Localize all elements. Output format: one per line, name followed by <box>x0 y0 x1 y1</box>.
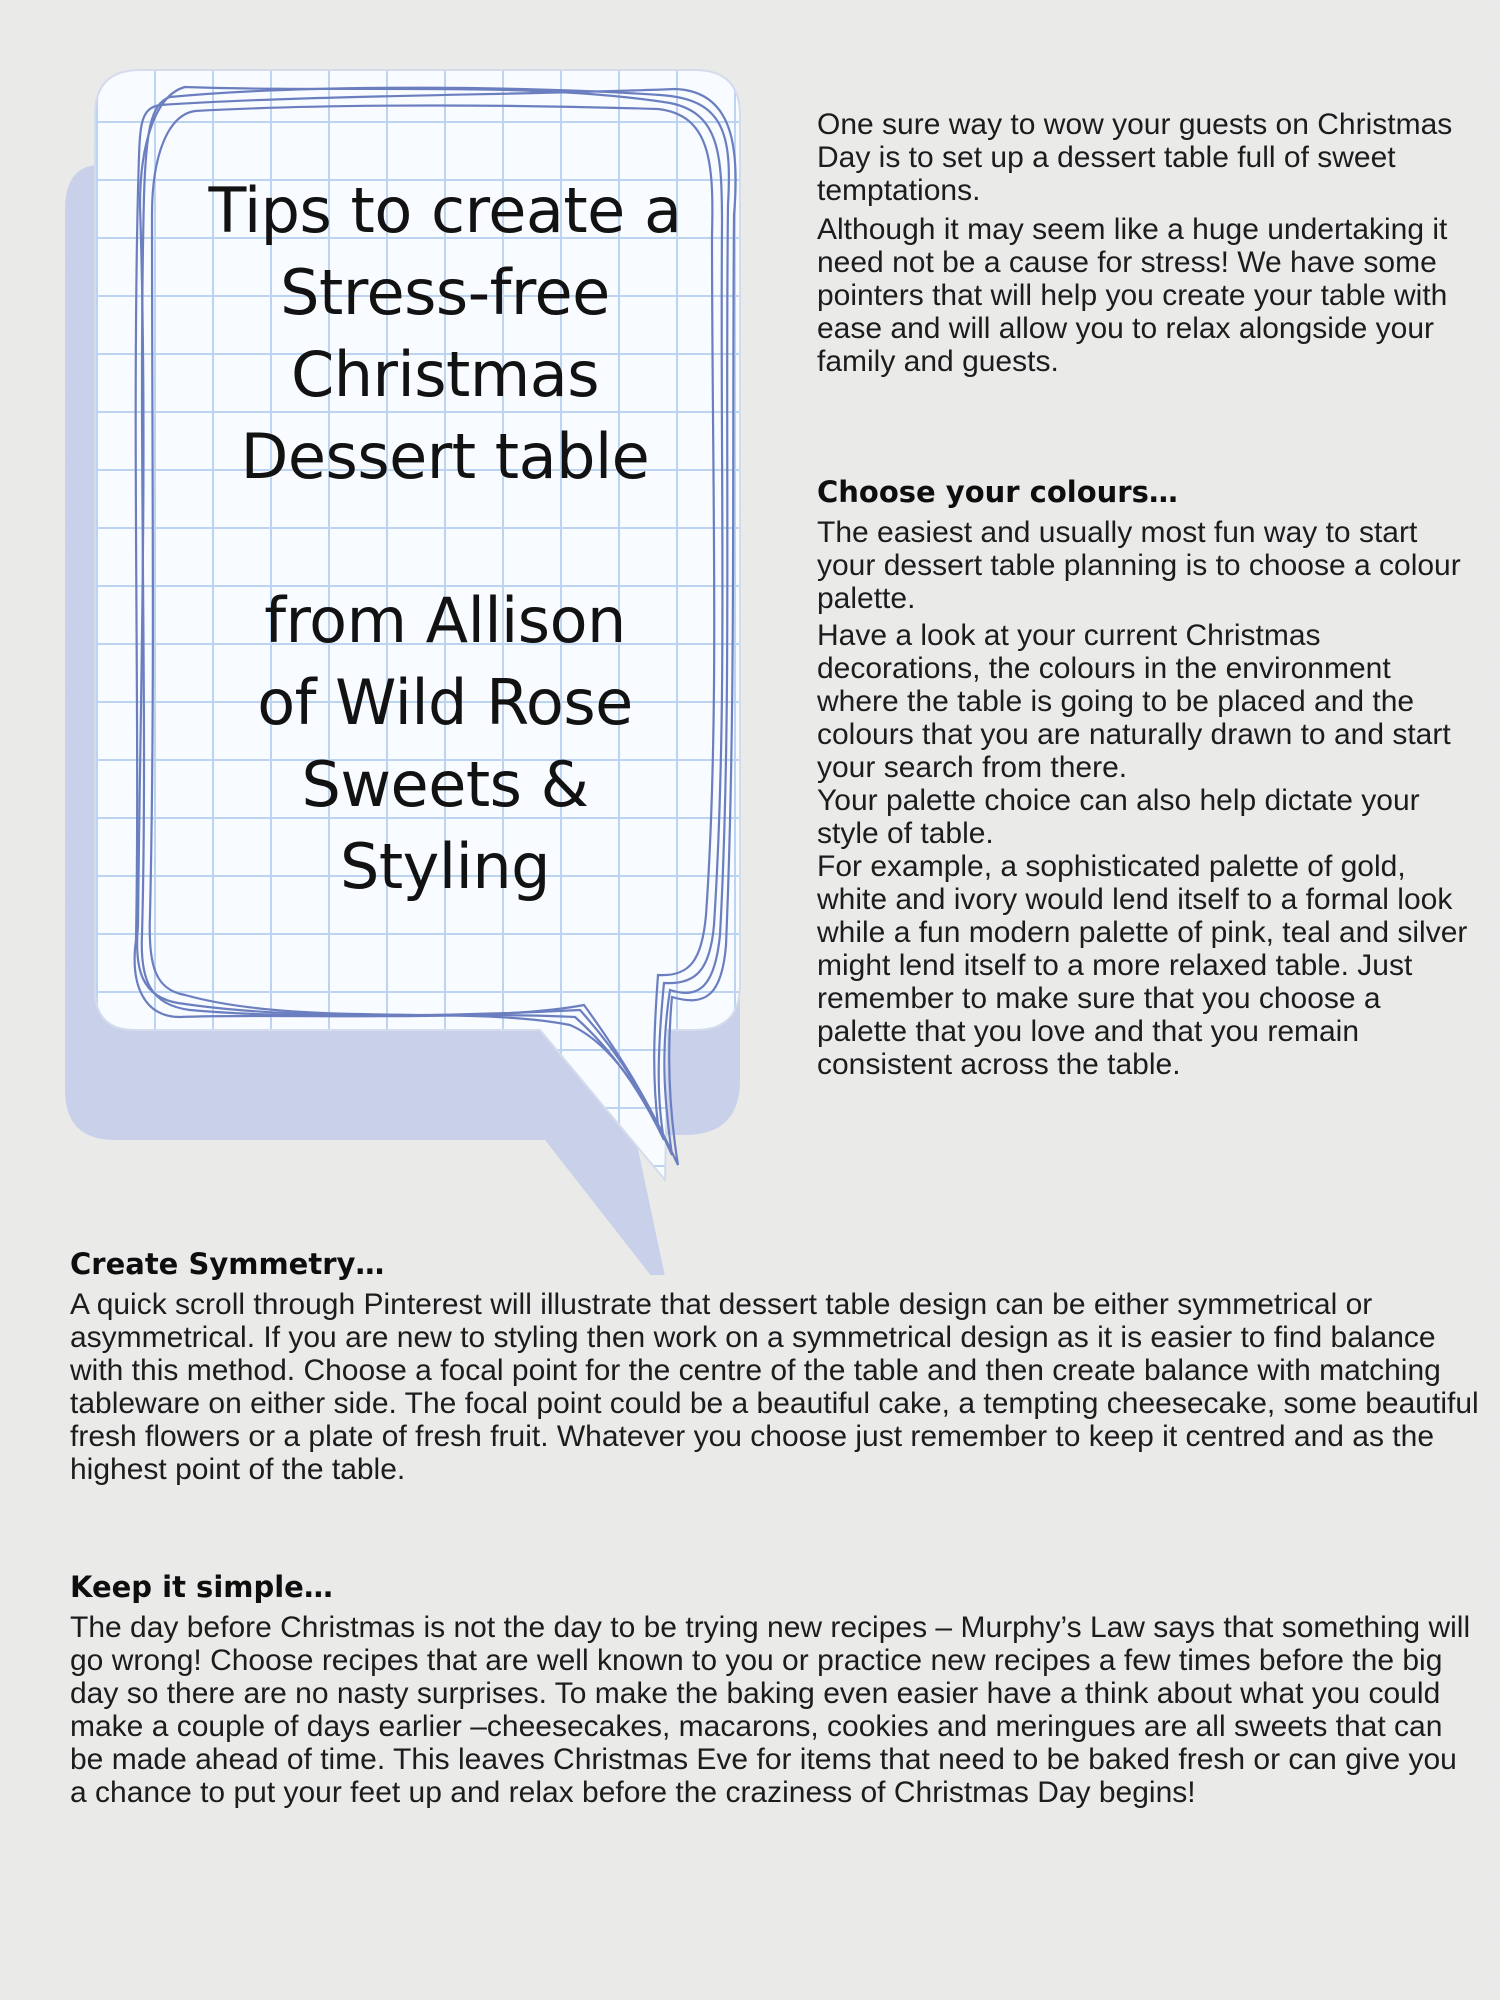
headline-line: Tips to create a <box>208 174 682 247</box>
intro-text <box>817 108 1477 384</box>
section-paragraph: For example, a sophisticated palette of gold, white and ivory would lend itself to a formal look while a fun modern palette of pink, teal and silver might lend itself to a more relaxed table. Just remember to make sure that you choose a palette that you love and that you remain consistent across the table. <box>817 850 1468 1081</box>
byline-line: from Allison <box>264 584 626 657</box>
section-heading: Create Symmetry… <box>70 1247 385 1281</box>
section-create-symmetry <box>70 1246 1480 1486</box>
headline-line: Dessert table <box>240 420 650 493</box>
intro-paragraph: Although it may seem like a huge undertaking it need not be a cause for stress! We have some pointers that will help you create your table with ease and will allow you to relax alongside your family and guests. <box>817 213 1448 378</box>
section-paragraph: The easiest and usually most fun way to start your dessert table planning is to choose a colour palette. <box>817 516 1461 615</box>
section-choose-colours <box>817 474 1477 1081</box>
section-paragraph: The day before Christmas is not the day to be trying new recipes – Murphy’s Law says that something will go wrong! Choose recipes that are well known to you or practice new recipes a few times before the big day so there are no nasty surprises. To make the baking even easier have a think about what you could make a couple of days earlier –cheesecakes, macarons, cookies and meringues are all sweets that can be made ahead of time. This leaves Christmas Eve for items that need to be baked fresh or can give you a chance to put your feet up and relax before the craziness of Christmas Day begins! <box>70 1611 1471 1809</box>
section-paragraph: A quick scroll through Pinterest will illustrate that dessert table design can be either symmetrical or asymmetrical. If you are new to styling then work on a symmetrical design as it is easier to find balance with this method. Choose a focal point for the centre of the table and then create balance with matching tableware on either side. The focal point could be a beautiful cake, a tempting cheesecake, some beautiful fresh flowers or a plate of fresh fruit. Whatever you choose just remember to keep it centred and as the highest point of the table. <box>70 1288 1479 1486</box>
section-paragraph: Have a look at your current Christmas decorations, the colours in the environment where the table is going to be placed and the colours that you are naturally drawn to and start your search from there. <box>817 619 1451 784</box>
section-heading: Keep it simple… <box>70 1570 333 1604</box>
byline-line: of Wild Rose <box>257 666 633 739</box>
byline-line: Sweets & <box>301 748 589 821</box>
intro-paragraph: One sure way to wow your guests on Christmas Day is to set up a dessert table full of sweet temptations. <box>817 108 1453 207</box>
headline-line: Christmas <box>290 338 600 411</box>
section-paragraph: Your palette choice can also help dictate your style of table. <box>817 784 1420 850</box>
byline-line: Styling <box>340 830 550 903</box>
section-keep-it-simple <box>70 1569 1480 1809</box>
headline-spacer <box>170 498 720 580</box>
section-heading: Choose your colours… <box>817 475 1178 509</box>
headline <box>170 170 720 908</box>
headline-line: Stress-free <box>280 256 610 329</box>
